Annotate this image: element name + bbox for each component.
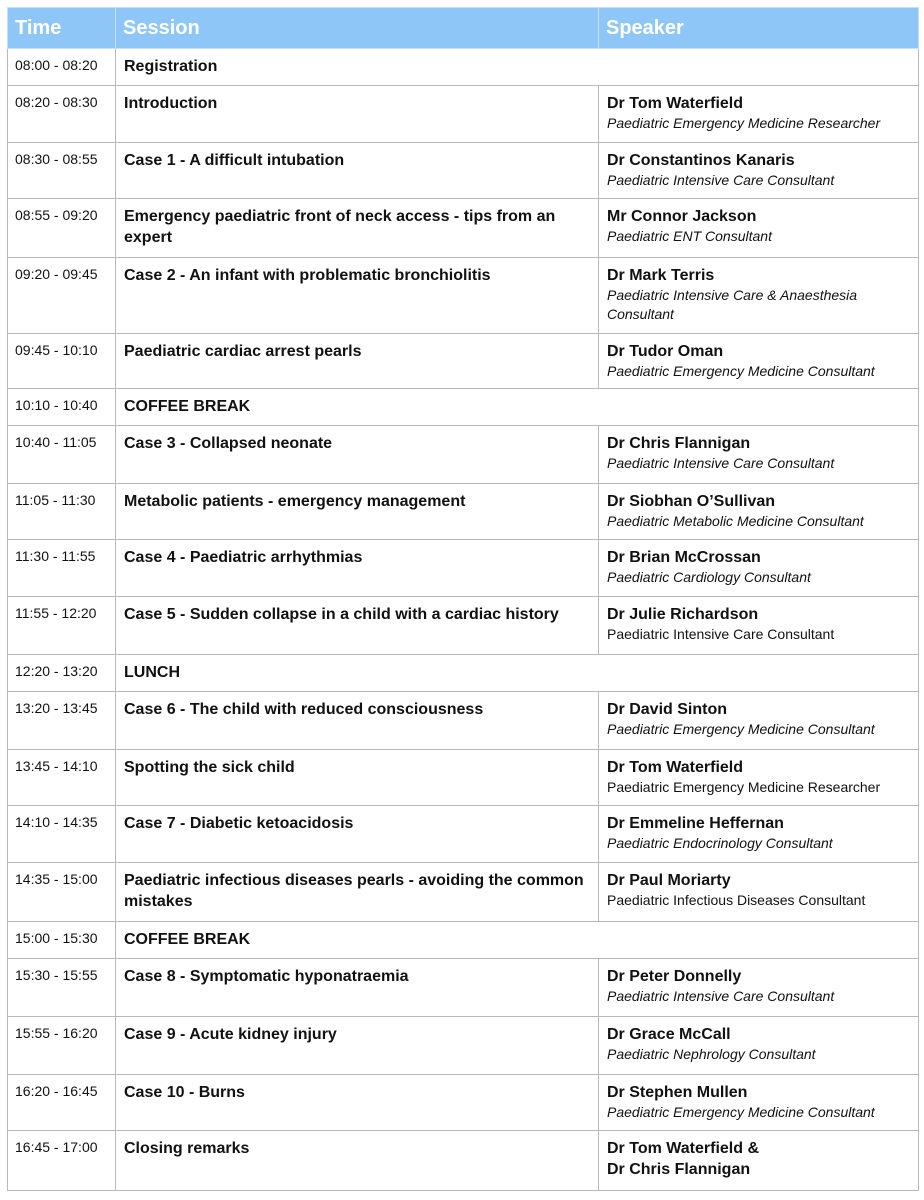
speaker-cell bbox=[599, 959, 919, 1017]
schedule-row bbox=[8, 1131, 919, 1191]
schedule-row bbox=[8, 86, 919, 143]
speaker-cell bbox=[599, 806, 919, 863]
speaker-column-header: Speaker bbox=[599, 8, 919, 49]
session-time: 15:00 - 15:30 bbox=[8, 922, 116, 959]
session-title: Case 2 - An infant with problematic bronchiolitis bbox=[116, 258, 599, 334]
speaker-name: Dr Tom Waterfield bbox=[607, 95, 744, 112]
session-title: COFFEE BREAK bbox=[116, 922, 919, 959]
schedule-row bbox=[8, 49, 919, 86]
session-time: 08:00 - 08:20 bbox=[8, 49, 116, 86]
session-time: 16:20 - 16:45 bbox=[8, 1075, 116, 1131]
speaker-name: Dr David Sinton bbox=[607, 701, 728, 718]
speaker-cell bbox=[599, 426, 919, 484]
session-title: Case 6 - The child with reduced consciousness bbox=[116, 692, 599, 750]
schedule-row bbox=[8, 389, 919, 426]
speaker-role: Paediatric Infectious Diseases Consultant bbox=[607, 892, 866, 908]
speaker-role: Paediatric Intensive Care Consultant bbox=[607, 988, 835, 1004]
speaker-name: Dr Tom Waterfield & bbox=[607, 1140, 760, 1157]
speaker-cell bbox=[599, 750, 919, 806]
schedule-row bbox=[8, 334, 919, 389]
speaker-name: Dr Mark Terris bbox=[607, 267, 715, 284]
session-title: Metabolic patients - emergency management bbox=[116, 484, 599, 540]
speaker-cell bbox=[599, 1075, 919, 1131]
schedule-row bbox=[8, 1017, 919, 1075]
time-column-header: Time bbox=[8, 8, 116, 49]
speaker-name: Dr Siobhan O’Sullivan bbox=[607, 493, 776, 510]
schedule-table bbox=[7, 7, 919, 1191]
schedule-row bbox=[8, 540, 919, 597]
session-title: Case 1 - A difficult intubation bbox=[116, 143, 599, 199]
session-time: 10:40 - 11:05 bbox=[8, 426, 116, 484]
session-title: COFFEE BREAK bbox=[116, 389, 919, 426]
session-column-header: Session bbox=[116, 8, 599, 49]
speaker-role: Paediatric Metabolic Medicine Consultant bbox=[607, 513, 864, 529]
schedule-row bbox=[8, 484, 919, 540]
session-time: 15:55 - 16:20 bbox=[8, 1017, 116, 1075]
session-time: 13:45 - 14:10 bbox=[8, 750, 116, 806]
schedule-row bbox=[8, 692, 919, 750]
speaker-name: Dr Tom Waterfield bbox=[607, 759, 744, 776]
session-title: Introduction bbox=[116, 86, 599, 143]
session-title: Case 3 - Collapsed neonate bbox=[116, 426, 599, 484]
schedule-row bbox=[8, 426, 919, 484]
session-title: Registration bbox=[116, 49, 919, 86]
speaker-cell bbox=[599, 143, 919, 199]
speaker-name: Dr Julie Richardson bbox=[607, 606, 759, 623]
speaker-name: Dr Paul Moriarty bbox=[607, 872, 731, 889]
session-title: Emergency paediatric front of neck access - tips from an expert bbox=[116, 199, 599, 258]
session-time: 08:20 - 08:30 bbox=[8, 86, 116, 143]
speaker-cell bbox=[599, 258, 919, 334]
speaker-name: Dr Stephen Mullen bbox=[607, 1084, 748, 1101]
session-title: Case 5 - Sudden collapse in a child with a cardiac history bbox=[116, 597, 599, 655]
schedule-row bbox=[8, 597, 919, 655]
session-title: Case 7 - Diabetic ketoacidosis bbox=[116, 806, 599, 863]
speaker-cell bbox=[599, 334, 919, 389]
session-time: 11:05 - 11:30 bbox=[8, 484, 116, 540]
session-time: 11:55 - 12:20 bbox=[8, 597, 116, 655]
speaker-cell bbox=[599, 1131, 919, 1191]
schedule-row bbox=[8, 655, 919, 692]
speaker-role: Paediatric Emergency Medicine Researcher bbox=[607, 115, 881, 131]
speaker-cell bbox=[599, 484, 919, 540]
speaker-role: Paediatric Endocrinology Consultant bbox=[607, 835, 833, 851]
speaker-role: Paediatric Intensive Care & Anaesthesia Consultant bbox=[607, 287, 858, 322]
speaker-cell bbox=[599, 199, 919, 258]
speaker-role: Paediatric Emergency Medicine Researcher bbox=[607, 779, 881, 795]
session-time: 14:10 - 14:35 bbox=[8, 806, 116, 863]
speaker-role: Paediatric Intensive Care Consultant bbox=[607, 626, 835, 642]
speaker-cell bbox=[599, 597, 919, 655]
speaker-role: Paediatric Emergency Medicine Consultant bbox=[607, 1104, 875, 1120]
speaker-role: Paediatric Nephrology Consultant bbox=[607, 1046, 816, 1062]
speaker-cell bbox=[599, 863, 919, 922]
schedule-row bbox=[8, 806, 919, 863]
session-title: Spotting the sick child bbox=[116, 750, 599, 806]
session-title: Case 4 - Paediatric arrhythmias bbox=[116, 540, 599, 597]
session-time: 13:20 - 13:45 bbox=[8, 692, 116, 750]
session-time: 08:55 - 09:20 bbox=[8, 199, 116, 258]
session-time: 12:20 - 13:20 bbox=[8, 655, 116, 692]
schedule-row bbox=[8, 863, 919, 922]
schedule-row bbox=[8, 922, 919, 959]
speaker-role: Paediatric Cardiology Consultant bbox=[607, 569, 811, 585]
schedule-row bbox=[8, 258, 919, 334]
session-title: Paediatric infectious diseases pearls - avoiding the common mistakes bbox=[116, 863, 599, 922]
speaker-name: Dr Brian McCrossan bbox=[607, 549, 761, 566]
schedule-row bbox=[8, 959, 919, 1017]
schedule-row bbox=[8, 750, 919, 806]
session-time: 09:45 - 10:10 bbox=[8, 334, 116, 389]
session-title: LUNCH bbox=[116, 655, 919, 692]
speaker-cell bbox=[599, 1017, 919, 1075]
schedule-row bbox=[8, 1075, 919, 1131]
speaker-name: Dr Emmeline Heffernan bbox=[607, 815, 784, 832]
speaker-role: Paediatric Intensive Care Consultant bbox=[607, 455, 835, 471]
header-row bbox=[8, 8, 919, 49]
speaker-name: Dr Chris Flannigan bbox=[607, 435, 751, 452]
session-title: Paediatric cardiac arrest pearls bbox=[116, 334, 599, 389]
schedule-row bbox=[8, 199, 919, 258]
session-time: 16:45 - 17:00 bbox=[8, 1131, 116, 1191]
speaker-cell bbox=[599, 692, 919, 750]
session-time: 11:30 - 11:55 bbox=[8, 540, 116, 597]
schedule-row bbox=[8, 143, 919, 199]
session-title: Case 10 - Burns bbox=[116, 1075, 599, 1131]
speaker-role: Paediatric Intensive Care Consultant bbox=[607, 172, 835, 188]
speaker-name: Dr Peter Donnelly bbox=[607, 968, 742, 985]
session-title: Case 9 - Acute kidney injury bbox=[116, 1017, 599, 1075]
session-time: 10:10 - 10:40 bbox=[8, 389, 116, 426]
session-title: Closing remarks bbox=[116, 1131, 599, 1191]
speaker-role: Paediatric Emergency Medicine Consultant bbox=[607, 721, 875, 737]
speaker-role: Paediatric ENT Consultant bbox=[607, 228, 772, 244]
speaker-name: Dr Tudor Oman bbox=[607, 343, 724, 360]
speaker-name: Mr Connor Jackson bbox=[607, 208, 757, 225]
speaker-role: Paediatric Emergency Medicine Consultant bbox=[607, 363, 875, 379]
session-time: 08:30 - 08:55 bbox=[8, 143, 116, 199]
session-time: 14:35 - 15:00 bbox=[8, 863, 116, 922]
speaker-name: Dr Grace McCall bbox=[607, 1026, 731, 1043]
session-title: Case 8 - Symptomatic hyponatraemia bbox=[116, 959, 599, 1017]
speaker-cell bbox=[599, 86, 919, 143]
session-time: 09:20 - 09:45 bbox=[8, 258, 116, 334]
session-time: 15:30 - 15:55 bbox=[8, 959, 116, 1017]
speaker-name: Dr Chris Flannigan bbox=[607, 1161, 751, 1178]
speaker-name: Dr Constantinos Kanaris bbox=[607, 152, 795, 169]
speaker-cell bbox=[599, 540, 919, 597]
